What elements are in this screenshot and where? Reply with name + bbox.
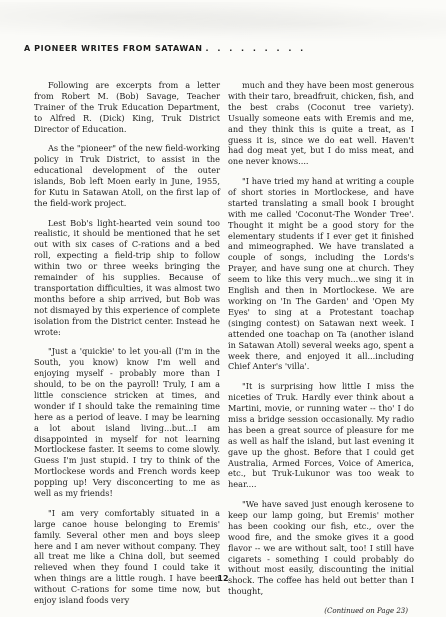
headline-title: A PIONEER WRITES FROM SATAWAN <box>24 44 203 53</box>
paragraph: much and they have been most generous with their taro, breadfruit, chicken, fish, and the best crabs (Coconut tree variety). Usually someone eats with Eremis and me, and they think this is quite a treat, as I guess it is, since we do eat well. Haven't had dog meat yet, but I do miss meat, and one never knows.... <box>228 80 414 167</box>
paragraph: "I am very comfortably situated in a large canoe house belonging to Eremis' family. Several other men and boys sleep here and I am never without company. They all treat me like a China doll, but seemed relieved when they found I could take it when things are a little rough. I have been without C-rations for some time now, but enjoy island foods very <box>34 507 220 606</box>
paragraph: "I have tried my hand at writing a couple of short stories in Mortlockese, and have started translating a small book I brought with me called 'Coconut-The Wonder Tree'. Thought it might be a good story for the elementary students if I ever get it finished and mimeographed. We have translated a couple of songs, including the Lords's Prayer, and have sung one at church. They seem to like this very much...we sing it in English and then in Mortlockese. We are working on 'In The Garden' and 'Open My Eyes' to sing at a Protestant toachap (singing contest) on Satawan next week. I attended one toachap on Ta (another island in Satawan Atoll) several weeks ago, spent a week there, and enjoyed it all...including Chief Anter's 'villa'. <box>228 176 414 372</box>
headline-dots: . . . . . . . . . <box>205 44 307 53</box>
paragraph: "It is surprising how little I miss the niceties of Truk. Hardly ever think about a Martini, movie, or running water -- tho' I do miss a bridge session occasionally. My radio has been a great source of pleasure for me as well as half the island, but last evening it gave up the ghost. Before that I could get Australia, Armed Forces, Voice of America, etc., but Truk-Lukunor was too weak to hear.... <box>228 381 414 490</box>
left-column <box>34 80 220 615</box>
paragraph: Following are excerpts from a letter from Robert M. (Bob) Savage, Teacher Trainer of the Truk Education Department, to Alfred R. (Dick) King, Truk District Director of Education. <box>34 80 220 134</box>
paragraph: "Just a 'quickie' to let you-all (I'm in the South, you know) know I'm well and enjoying myself - probably more than I should, to be on the payroll! Truly, I am a little conscience stricken at times, and wonder if I should take the remaining time here as a period of leave. I may be learning a lot about island living...but...I am disappointed in myself for not learning Mortlockese faster. It seems to come slowly. Guess I'm just stupid. I try to think of the Mortlockese words and French words keep popping up! Very disconcerting to me as well as my friends! <box>34 346 220 499</box>
reverse-side-bleed <box>0 2 446 42</box>
paragraph: "We have saved just enough kerosene to keep our lamp going, but Eremis' mother has been cooking our fish, etc., over the wood fire, and the smoke gives it a good flavor -- we are without salt, too! I still have cigarets - something I could probably do without most easily, discounting the initial shock. The coffee has held out better than I thought, <box>228 499 414 597</box>
paragraph: Lest Bob's light-hearted vein sound too realistic, it should be mentioned that he set out with six cases of C-rations and a bed roll, expecting a field-trip ship to follow within two or three weeks bringing the remainder of his supplies. Because of transportation difficulties, it was almost two months before a ship arrived, but Bob was not dismayed by this experience of complete isolation from the District center. Instead he wrote: <box>34 217 220 337</box>
paragraph: As the "pioneer" of the new field-working policy in Truk District, to assist in the educational development of the outer islands, Bob left Moen early in June, 1955, for Kutu in Satawan Atoll, on the first lap of the field-work project. <box>34 143 220 208</box>
article-headline <box>24 44 419 53</box>
right-column <box>228 80 414 617</box>
continued-note: (Continued on Page 23) <box>324 606 408 615</box>
page-number: 12 <box>217 574 229 583</box>
